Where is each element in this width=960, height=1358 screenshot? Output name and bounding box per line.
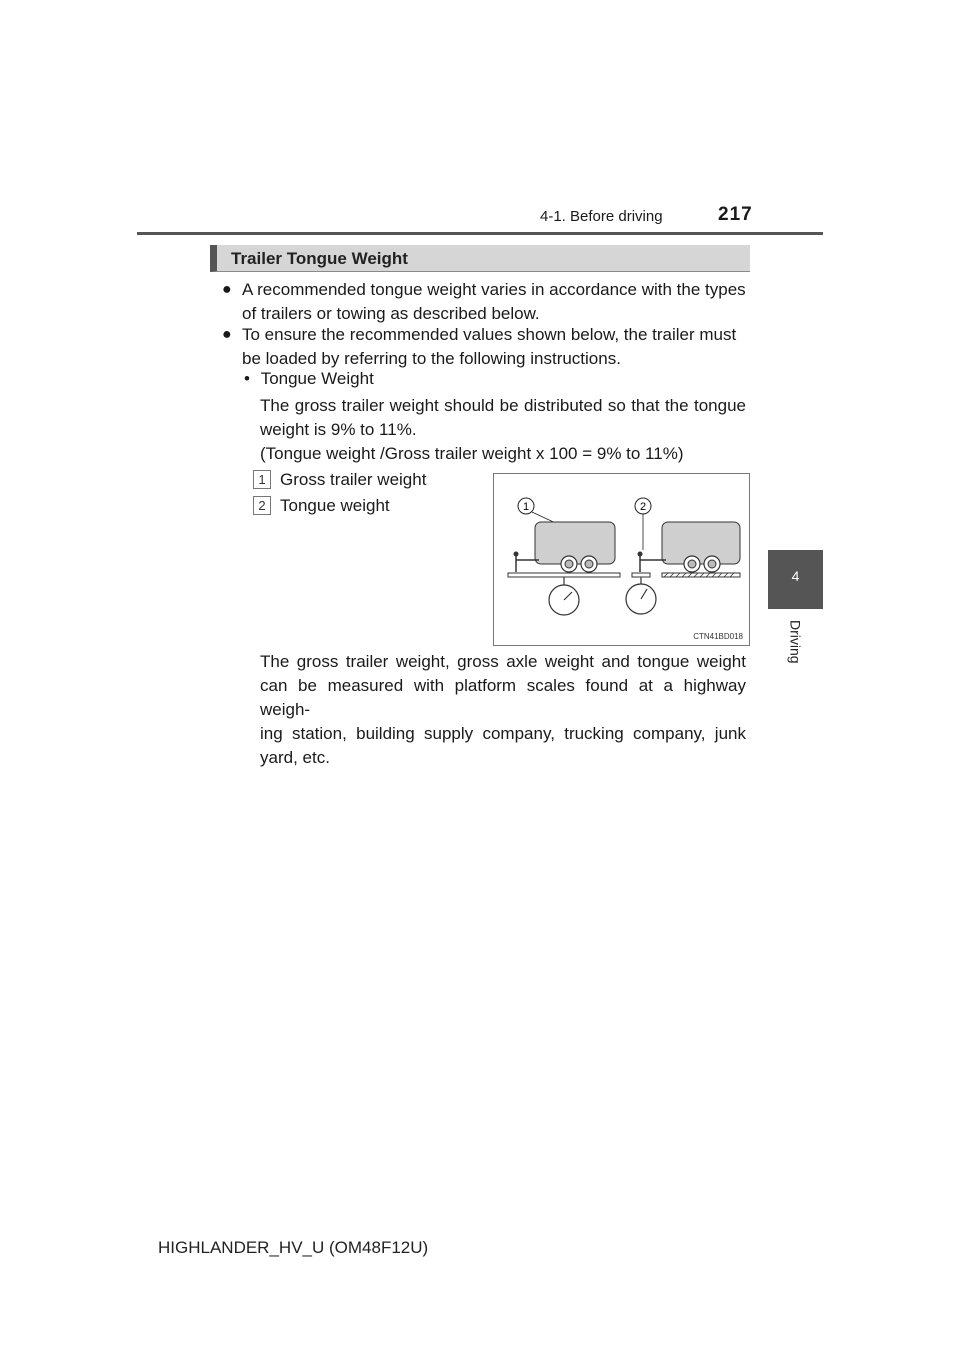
legend-number-1: 1 — [253, 470, 271, 489]
subitem-paragraph — [260, 394, 746, 466]
closing-paragraph — [260, 650, 746, 770]
page-number: 217 — [718, 204, 753, 225]
header-section-title: 4-1. Before driving — [540, 208, 663, 225]
legend-label-2: Tongue weight — [280, 496, 390, 515]
bullet-line: A recommended tongue weight varies in accordance with the types — [242, 280, 746, 299]
paragraph-line: weight is 9% to 11%. — [260, 420, 417, 439]
subitem-label: Tongue Weight — [260, 369, 374, 388]
chapter-label — [768, 620, 823, 670]
paragraph-line: can be measured with platform scales found at a highway weigh- — [260, 676, 746, 719]
paragraph-line: yard, etc. — [260, 748, 330, 767]
paragraph-line: ing station, building supply company, trucking company, junk — [260, 724, 746, 743]
figure-code: CTN41BD018 — [693, 632, 743, 641]
trailer-left — [508, 522, 620, 615]
chapter-number: 4 — [791, 568, 800, 584]
paragraph-line: The gross trailer weight should be distributed so that the tongue — [260, 396, 746, 415]
bullet-dot-icon: ● — [222, 281, 232, 298]
bullet-line: of trailers or towing as described below. — [242, 304, 540, 323]
bullet-text — [242, 323, 746, 371]
tongue-weight-illustration — [493, 473, 750, 646]
bullet-line: be loaded by referring to the following instructions. — [242, 349, 621, 368]
bullet-text — [242, 278, 746, 326]
section-heading — [210, 245, 750, 272]
subitem-heading — [244, 369, 374, 389]
chapter-label-text: Driving — [787, 620, 804, 664]
callout-number-1: 1 — [522, 501, 530, 513]
header-rule — [137, 232, 823, 235]
paragraph-line: (Tongue weight /Gross trailer weight x 100 = 9% to 11%) — [260, 444, 684, 463]
chapter-tab[interactable] — [768, 550, 823, 609]
paragraph-line: The gross trailer weight, gross axle weight and tongue weight — [260, 652, 746, 671]
legend-number-2: 2 — [253, 496, 271, 515]
bullet-dot-icon: ● — [222, 326, 232, 343]
footer-model-code: HIGHLANDER_HV_U (OM48F12U) — [158, 1238, 429, 1257]
section-heading-text: Trailer Tongue Weight — [231, 249, 408, 268]
legend-label-1: Gross trailer weight — [280, 470, 427, 489]
bullet-line: To ensure the recommended values shown below, the trailer must — [242, 325, 737, 344]
trailer-scales-illustration — [494, 474, 751, 647]
subitem-bullet-icon: • — [244, 369, 250, 388]
callout-number-2: 2 — [639, 501, 647, 513]
